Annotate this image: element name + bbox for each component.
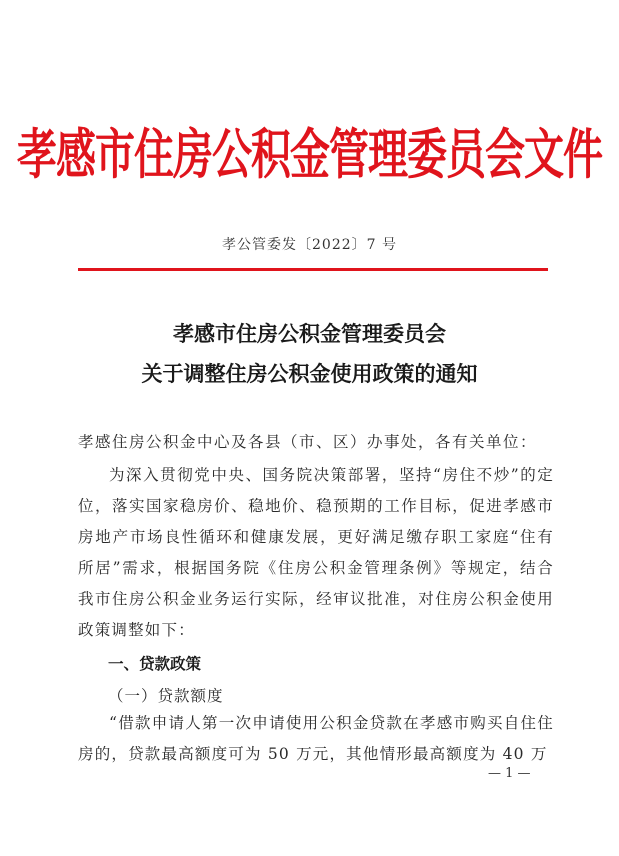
notice-title-line-1: 孝感市住房公积金管理委员会 [173, 321, 446, 346]
notice-title-line-2: 关于调整住房公积金使用政策的通知 [141, 361, 478, 386]
document-header-title: 孝感市住房公积金管理委员会文件 [17, 122, 602, 187]
subsection-heading-loan-amount: （一）贷款额度 [108, 687, 224, 705]
addressee: 孝感住房公积金中心及各县（市、区）办事处，各有关单位： [78, 433, 538, 451]
intro-paragraph: 为深入贯彻党中央、国务院决策部署，坚持“房住不炒”的定位，落实国家稳房价、稳地价、稳预期的工作目标，促进孝感市房地产市场良性循环和健康发展，更好满足缴存职工家庭“住有所居”需求，根据国务院《住房公积金管理条例》等规定，结合我市住房公积金业务运行实际，经审议批准，对住房公积金使用政策调整如下： [78, 466, 554, 639]
red-separator-line [78, 268, 548, 271]
page-number: — 1 — [488, 766, 531, 781]
loan-amount-paragraph: “借款申请人第一次申请使用公积金贷款在孝感市购买自住住房的，贷款最高额度可为 50 万元，其他情形最高额度为 40 万 [78, 714, 554, 763]
section-heading-loan-policy: 一、贷款政策 [108, 654, 202, 673]
document-number: 孝公管委发〔2022〕7 号 [222, 237, 397, 253]
